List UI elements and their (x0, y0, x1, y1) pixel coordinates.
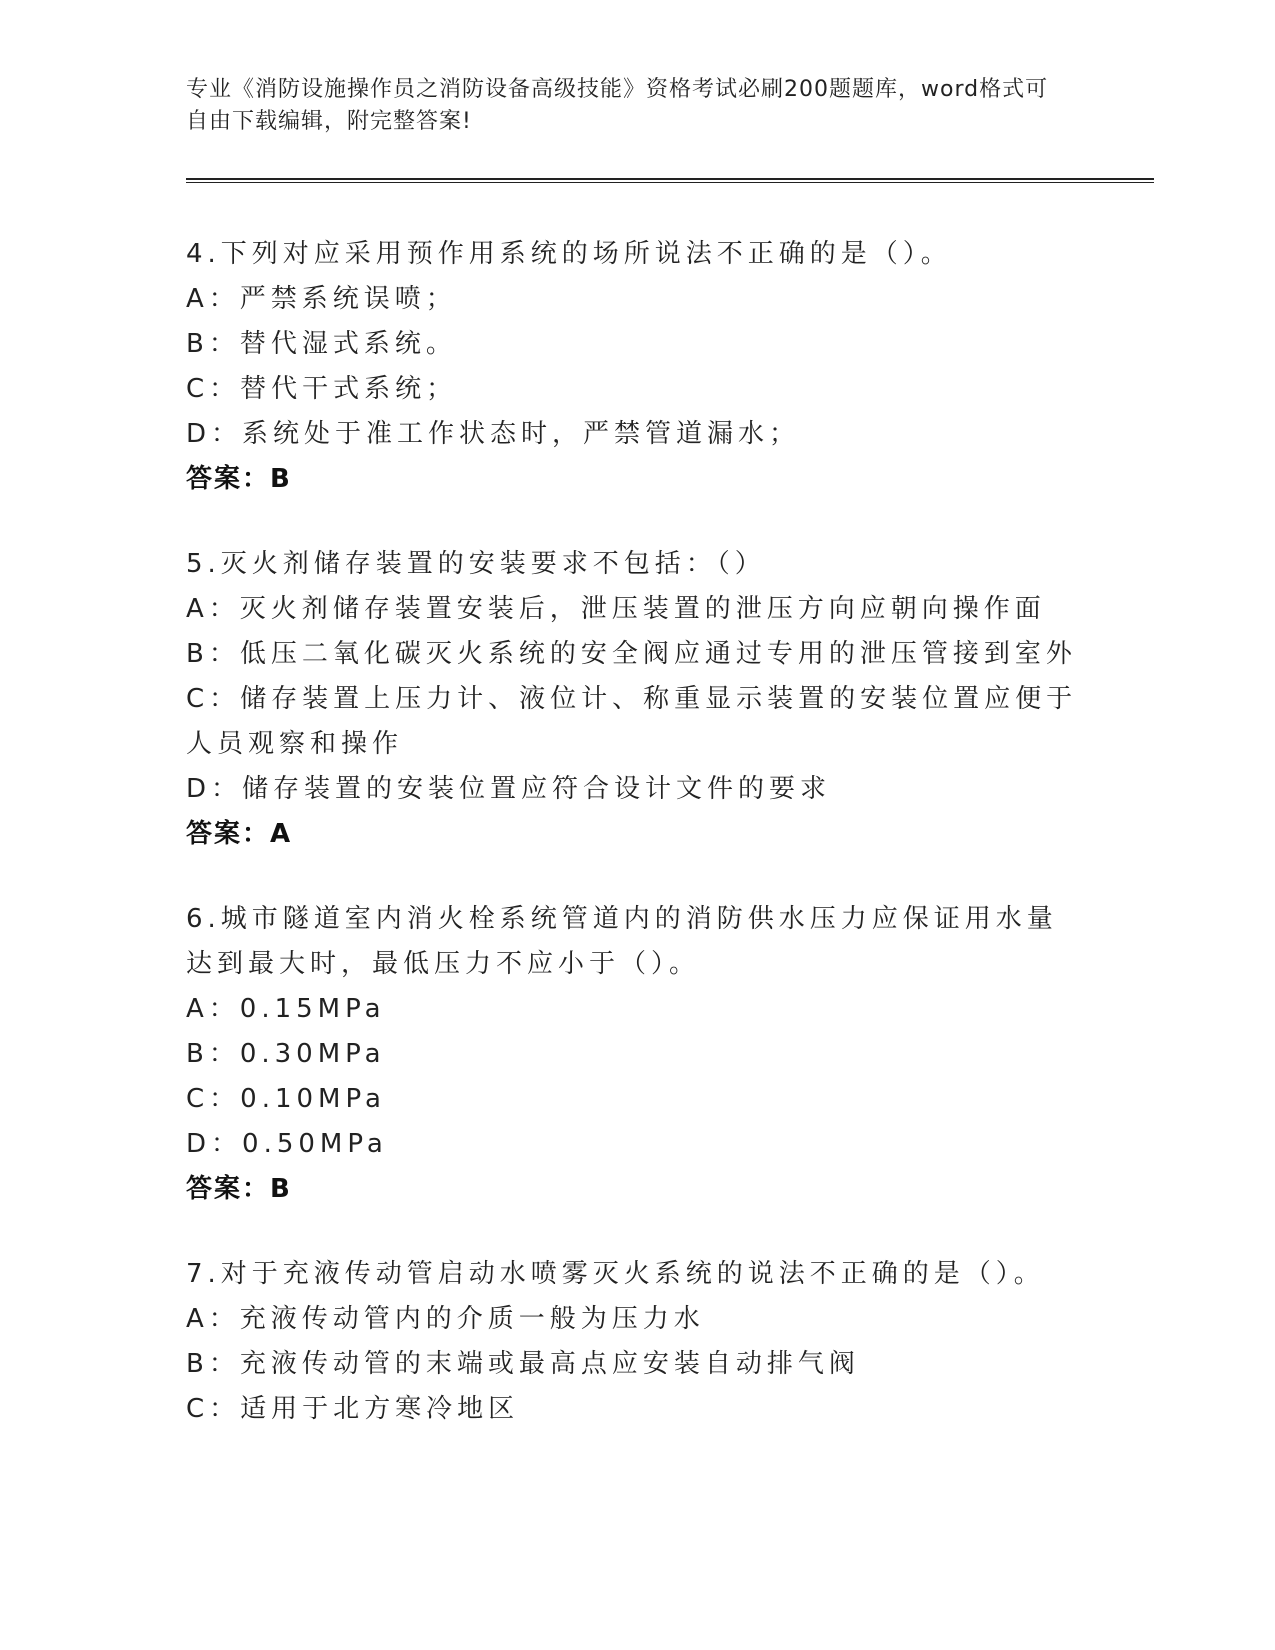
answer-label: 答案： (186, 1174, 271, 1204)
answer-value: A (270, 819, 293, 849)
question-stem: 4.下列对应采用预作用系统的场所说法不正确的是（）。 (186, 239, 952, 269)
question-7 (186, 1252, 1086, 1432)
option-b: B：0.30MPa (186, 1039, 386, 1069)
answer-value: B (270, 464, 292, 494)
answer-value: B (270, 1174, 292, 1204)
option-c: C：适用于北方寒冷地区 (186, 1394, 520, 1424)
option-c: C：替代干式系统； (186, 374, 458, 404)
answer-line (186, 457, 1086, 502)
option-c: C：储存装置上压力计、液位计、称重显示装置的安装位置应便于人员观察和操作 (186, 684, 1078, 759)
answer-line (186, 812, 1086, 857)
question-stem: 7.对于充液传动管启动水喷雾灭火系统的说法不正确的是（）。 (186, 1259, 1045, 1289)
option-d: D：0.50MPa (186, 1129, 388, 1159)
header-divider (186, 178, 1154, 183)
question-5 (186, 542, 1086, 857)
option-d: D：系统处于准工作状态时，严禁管道漏水； (186, 419, 801, 449)
answer-line (186, 1167, 1086, 1212)
option-a: A：充液传动管内的介质一般为压力水 (186, 1304, 705, 1334)
question-list (186, 232, 1086, 1472)
option-c: C：0.10MPa (186, 1084, 386, 1114)
option-a: A：严禁系统误喷； (186, 284, 457, 314)
question-stem: 6.城市隧道室内消火栓系统管道内的消防供水压力应保证用水量达到最大时，最低压力不应小于（）。 (186, 904, 1058, 979)
answer-label: 答案： (186, 819, 271, 849)
option-b: B：替代湿式系统。 (186, 329, 457, 359)
option-b: B：低压二氧化碳灭火系统的安全阀应通过专用的泄压管接到室外 (186, 639, 1077, 669)
option-a: A：灭火剂储存装置安装后，泄压装置的泄压方向应朝向操作面 (186, 594, 1046, 624)
option-d: D：储存装置的安装位置应符合设计文件的要求 (186, 774, 832, 804)
question-4 (186, 232, 1086, 502)
question-6 (186, 897, 1086, 1212)
answer-label: 答案： (186, 464, 271, 494)
question-stem: 5.灭火剂储存装置的安装要求不包括：（） (186, 549, 766, 579)
option-a: A：0.15MPa (186, 994, 386, 1024)
document-header: 专业《消防设施操作员之消防设备高级技能》资格考试必刷200题题库，word格式可自由下载编辑，附完整答案! (186, 77, 1049, 134)
option-b: B：充液传动管的末端或最高点应安装自动排气阀 (186, 1349, 860, 1379)
